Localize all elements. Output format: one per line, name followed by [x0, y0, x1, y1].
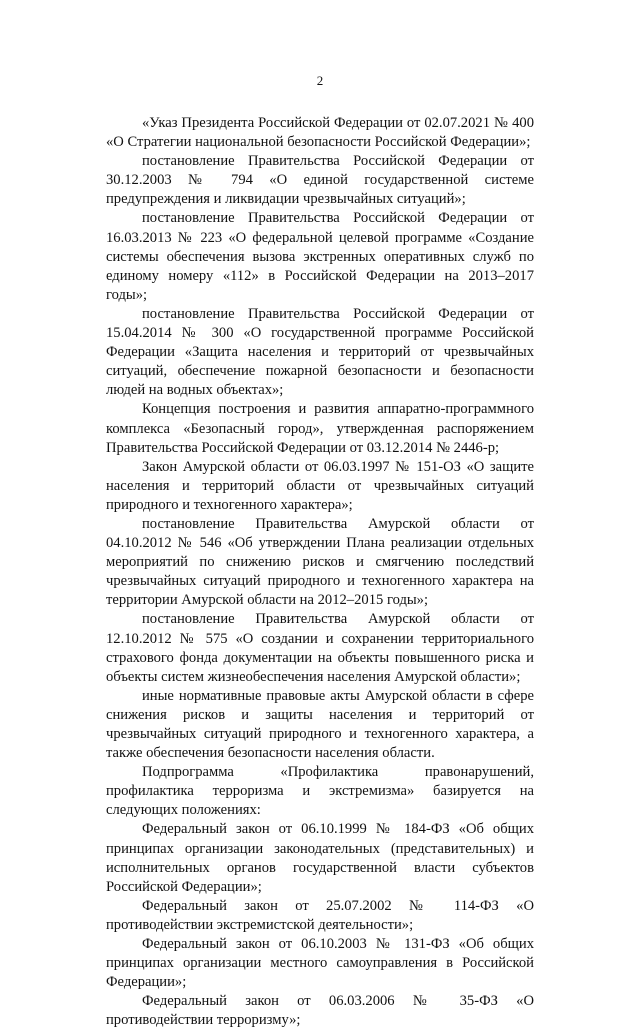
paragraph-safe-city-concept: Концепция построения и развития аппаратно-программного комплекса «Безопасный город», утвержденная распоряжением Правительства Российской Федерации от 03.12.2014 № 2446-р; [106, 401, 534, 456]
paragraph-subprogram-intro: Подпрограмма «Профилактика правонарушений, профилактика терроризма и экстремизма» базируется на следующих положениях: [106, 764, 534, 819]
paragraph-resolution-223: постановление Правительства Российской Федерации от 16.03.2013 № 223 «О федеральной целевой программе «Создание системы обеспечения вызова экстренных оперативных служб по единому номеру «112» в Российской Федерации на 2013–2017 годы»; [106, 210, 534, 303]
paragraph-amur-law-151: Закон Амурской области от 06.03.1997 № 151-ОЗ «О защите населения и территорий области от чрезвычайных ситуаций природного и техногенного характера»; [106, 458, 534, 513]
paragraph-resolution-300: постановление Правительства Российской Федерации от 15.04.2014 № 300 «О государственной программе Российской Федерации «Защита населения и территорий от чрезвычайных ситуаций, обеспечение пожарной безопасности и безопасности людей на водных объектах»; [106, 305, 534, 399]
paragraph-federal-law-35: Федеральный закон от 06.03.2006 № 35-ФЗ «О противодействии терроризму»; [106, 993, 534, 1029]
paragraph-strategy-decree: «Указ Президента Российской Федерации от 02.07.2021 № 400 «О Стратегии национальной безопасности Российской Федерации»; [106, 115, 534, 151]
document-body [106, 114, 534, 1031]
page-number: 2 [316, 73, 324, 88]
paragraph-resolution-794: постановление Правительства Российской Федерации от 30.12.2003 № 794 «О единой государственной системе предупреждения и ликвидации чрезвычайных ситуаций»; [106, 153, 534, 208]
paragraph-other-acts: иные нормативные правовые акты Амурской области в сфере снижения рисков и защиты населения и территорий от чрезвычайных ситуаций природного и техногенного характера, а также обеспечения безопасности населения области. [106, 687, 534, 762]
paragraph-amur-resolution-546: постановление Правительства Амурской области от 04.10.2012 № 546 «Об утверждении Плана реализации отдельных мероприятий по снижению рисков и смягчению последствий чрезвычайных ситуаций природного и техногенного характера на территории Амурской области на 2012–2015 годы»; [106, 515, 534, 609]
paragraph-federal-law-131: Федеральный закон от 06.10.2003 № 131-ФЗ «Об общих принципах организации местного самоуправления в Российской Федерации»; [106, 936, 534, 991]
paragraph-federal-law-114: Федеральный закон от 25.07.2002 № 114-ФЗ «О противодействии экстремистской деятельности»; [106, 897, 534, 933]
paragraph-federal-law-184: Федеральный закон от 06.10.1999 № 184-ФЗ «Об общих принципах организации законодательных (представительных) и исполнительных органов государственной власти субъектов Российской Федерации»; [106, 821, 534, 895]
paragraph-amur-resolution-575: постановление Правительства Амурской области от 12.10.2012 № 575 «О создании и сохранении территориального страхового фонда документации на объекты повышенного риска и объекты систем жизнеобеспечения населения Амурской области»; [106, 611, 534, 685]
